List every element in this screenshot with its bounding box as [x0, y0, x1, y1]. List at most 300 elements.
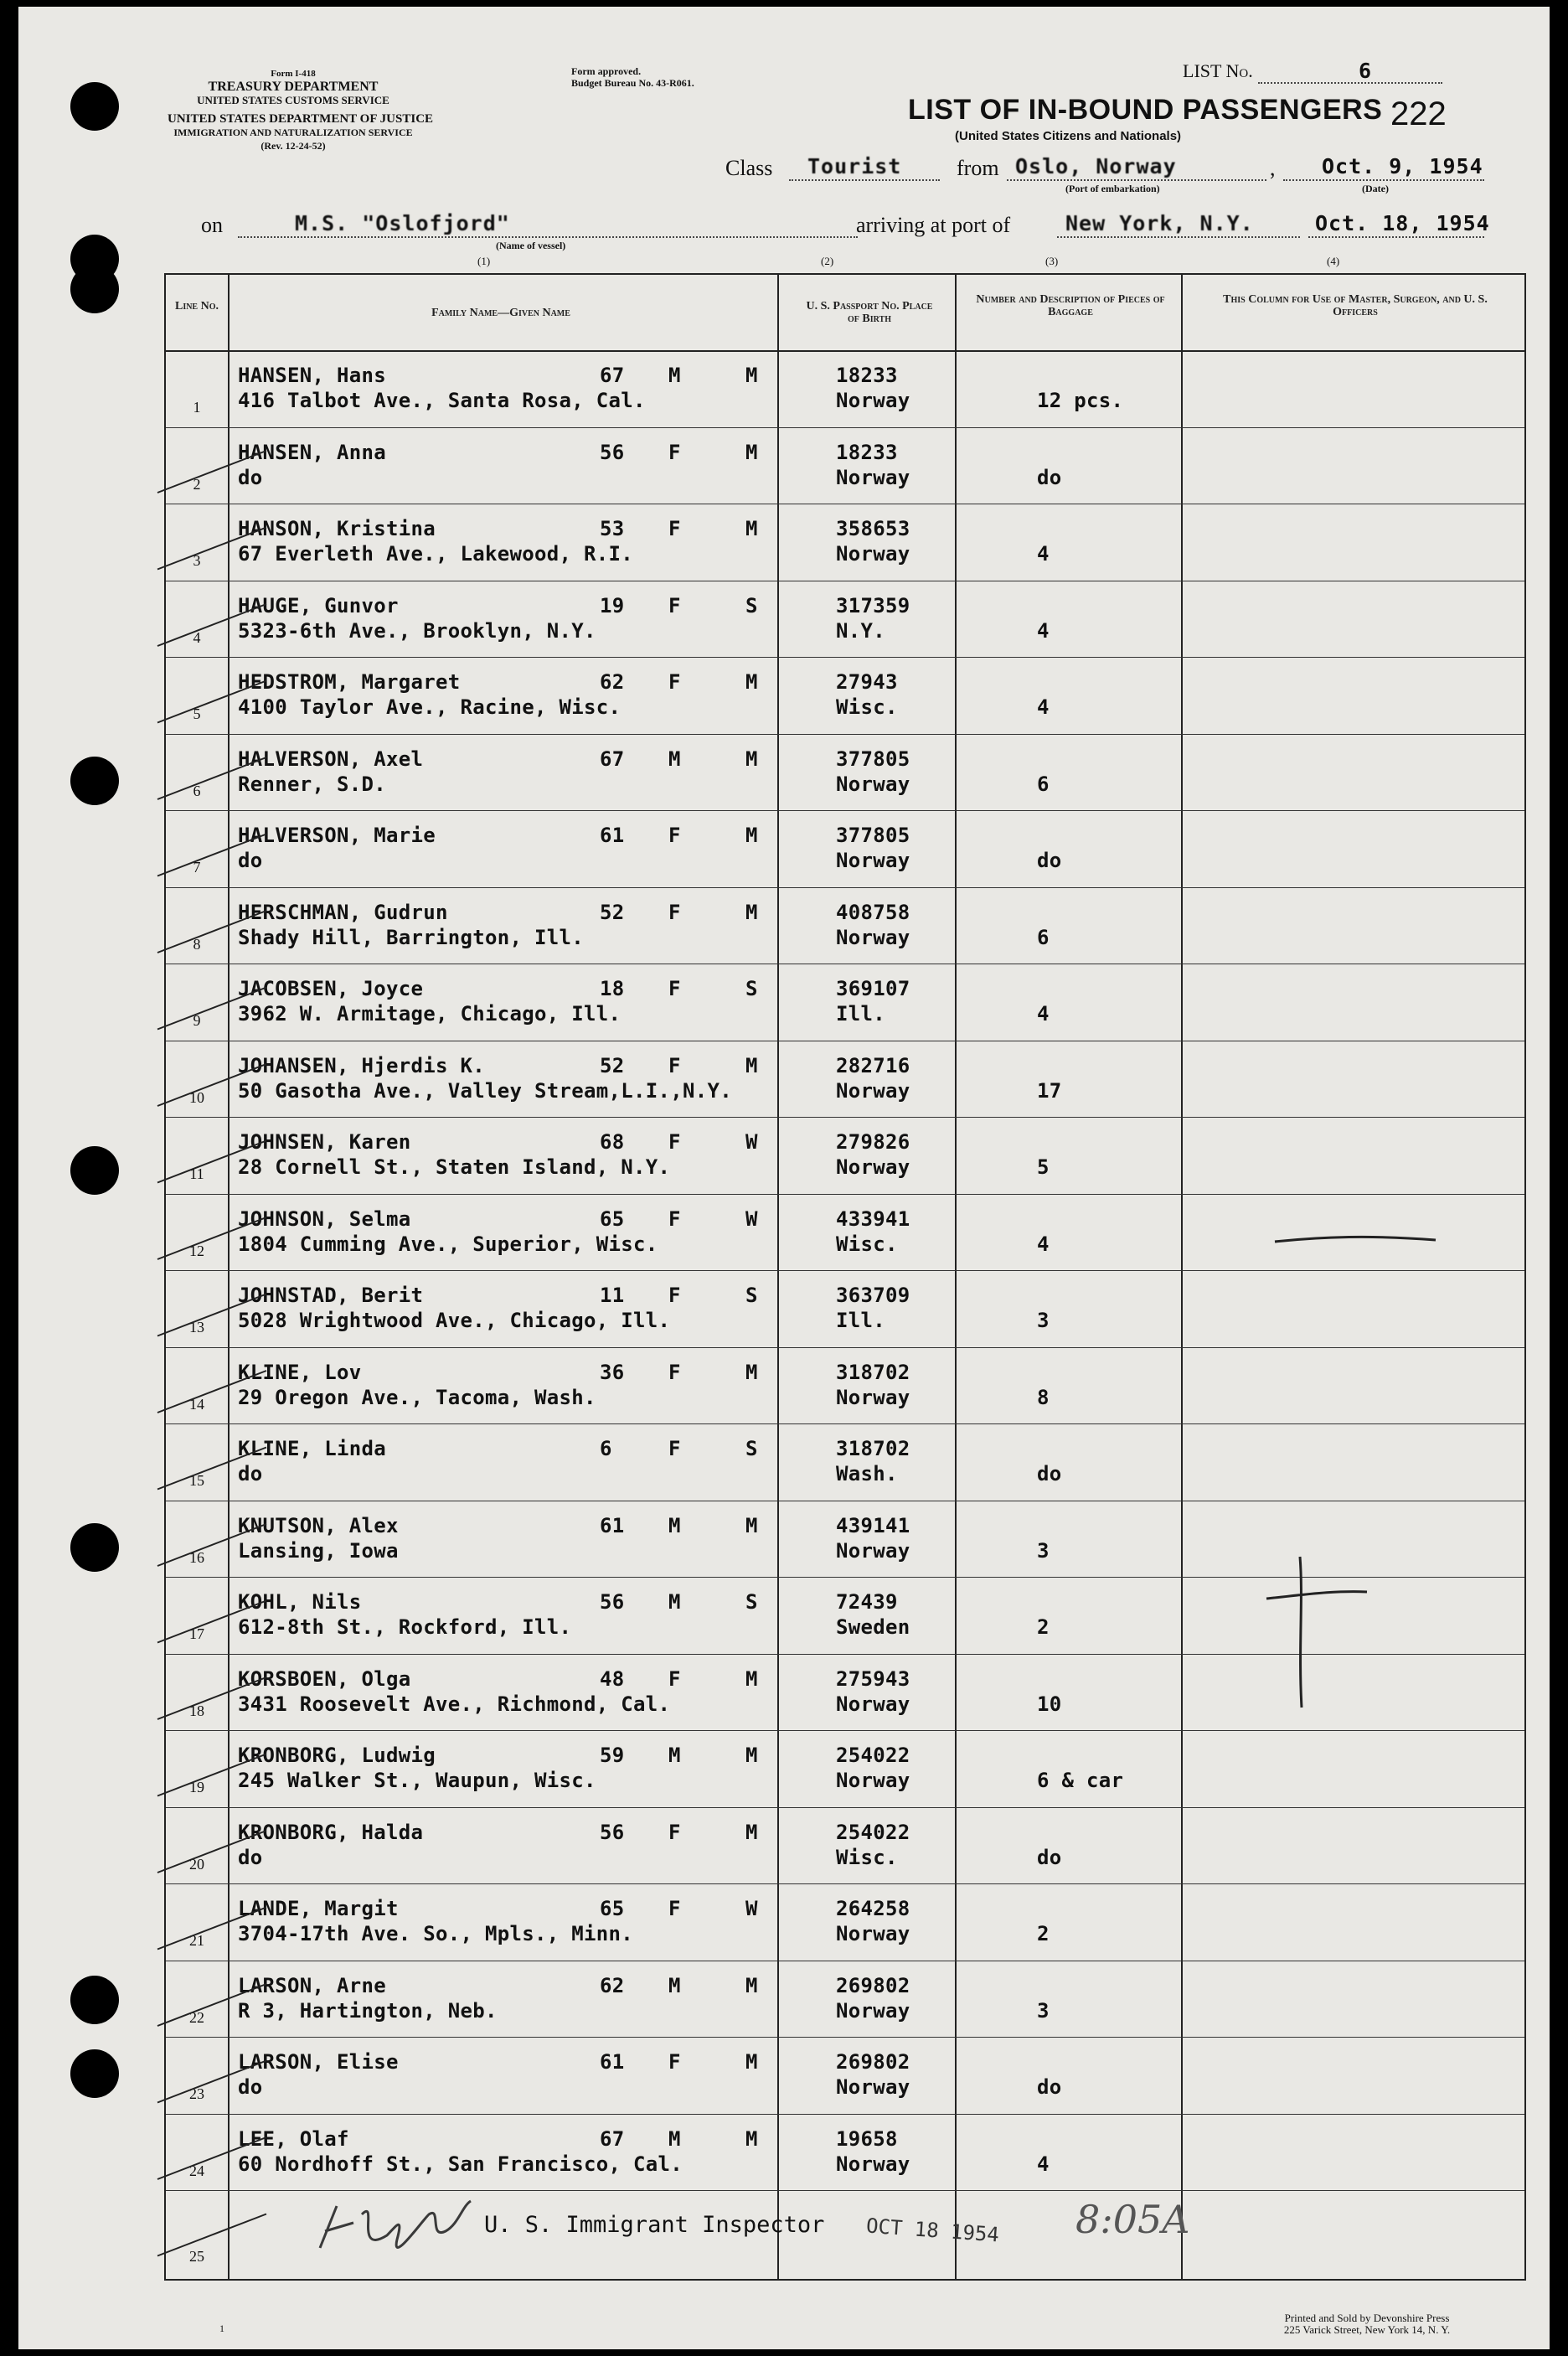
passenger-sex: F [668, 2050, 681, 2074]
us-address: Lansing, Iowa [238, 1538, 399, 1563]
passenger-age: 65 [600, 1897, 625, 1920]
passenger-sex: F [668, 1206, 681, 1231]
us-address: R 3, Hartington, Neb. [238, 1998, 498, 2023]
passenger-age: 48 [600, 1666, 625, 1691]
place-of-birth: Norway [836, 1155, 910, 1179]
passenger-name: HEDSTROM, Margaret [238, 670, 461, 694]
passenger-sex: F [668, 1666, 681, 1691]
place-of-birth: Wisc. [836, 1232, 898, 1256]
passport-number: 269802 [836, 1973, 910, 1997]
us-address: do [238, 465, 263, 489]
col-divider [228, 275, 230, 2279]
us-address: Renner, S.D. [238, 772, 386, 796]
embark-port: Oslo, Norway [1015, 154, 1177, 178]
passport-number: 377805 [836, 824, 910, 847]
col-divider [777, 275, 779, 2279]
marital-status: M [745, 2050, 758, 2074]
marital-status: M [745, 1820, 758, 1844]
passport-number: 27943 [836, 670, 898, 694]
marital-status: M [745, 1513, 758, 1537]
passport-number: 439141 [836, 1513, 910, 1537]
line-number: 1 [193, 399, 201, 416]
us-address: 5028 Wrightwood Ave., Chicago, Ill. [238, 1309, 671, 1332]
passenger-name: KOHL, Nils [238, 1590, 362, 1614]
line-number: 7 [193, 859, 201, 876]
baggage-count: 5 [1037, 1155, 1050, 1179]
us-address: 3431 Roosevelt Ave., Richmond, Cal. [238, 1692, 671, 1716]
class-underline [789, 179, 940, 181]
baggage-count: do [1037, 2075, 1062, 2099]
passenger-name: HERSCHMAN, Gudrun [238, 900, 448, 924]
marital-status: M [745, 747, 758, 771]
treasury-dept: TREASURY DEPARTMENT [208, 80, 379, 94]
arrival-port-underline [1057, 236, 1300, 238]
row-divider [166, 2114, 1524, 2115]
passenger-name: KLINE, Linda [238, 1437, 386, 1460]
depart-date: Oct. 9, 1954 [1322, 154, 1483, 178]
place-of-birth: Norway [836, 1692, 910, 1716]
passenger-sex: F [668, 670, 681, 694]
row-divider [166, 657, 1524, 658]
place-of-birth: Norway [836, 849, 910, 872]
arrival-date-underline [1308, 236, 1484, 238]
baggage-count: 17 [1037, 1078, 1062, 1103]
punch-hole [70, 82, 119, 131]
form-id: Form I-418 [271, 69, 316, 79]
place-of-birth: Norway [836, 2075, 910, 2099]
printer-credit [1199, 2312, 1534, 2336]
passport-number: 408758 [836, 900, 910, 924]
line-number: 9 [193, 1012, 201, 1029]
passenger-age: 52 [600, 900, 625, 924]
passenger-name: KRONBORG, Ludwig [238, 1744, 436, 1767]
vessel-name: M.S. "Oslofjord" [295, 211, 510, 235]
marital-status: S [745, 1284, 758, 1307]
baggage-count: 10 [1037, 1692, 1062, 1716]
passenger-age: 52 [600, 1053, 625, 1077]
passenger-sex: F [668, 824, 681, 847]
passenger-sex: F [668, 1053, 681, 1077]
passport-number: 264258 [836, 1897, 910, 1920]
row-divider [166, 810, 1524, 811]
passenger-age: 68 [600, 1130, 625, 1154]
row-divider [166, 1654, 1524, 1655]
page-number: 222 [1390, 96, 1447, 132]
baggage-count: 6 & car [1037, 1769, 1124, 1792]
line-number: 22 [189, 2008, 204, 2026]
passenger-age: 61 [600, 2050, 625, 2074]
baggage-count: 4 [1037, 2152, 1050, 2176]
col-number-4: (4) [1327, 255, 1340, 267]
line-number: 8 [193, 935, 201, 953]
from-label: from [957, 156, 999, 180]
us-address: 612-8th St., Rockford, Ill. [238, 1615, 572, 1639]
us-address: 4100 Taylor Ave., Racine, Wisc. [238, 695, 622, 719]
marital-status: M [745, 900, 758, 924]
col-number-3: (3) [1045, 255, 1059, 267]
budget-bureau: Budget Bureau No. 43-R061. [571, 77, 694, 89]
inspection-time-note: 8:05A [1075, 2197, 1190, 2242]
justice-dept: UNITED STATES DEPARTMENT OF JUSTICE [168, 112, 434, 126]
line-number: 3 [193, 552, 201, 569]
form-title: LIST OF IN-BOUND PASSENGERS [908, 94, 1383, 126]
place-of-birth: Norway [836, 542, 910, 566]
col-header-name: Family Name—Given Name [431, 307, 570, 319]
row-divider [166, 734, 1524, 735]
passport-number: 18233 [836, 440, 898, 464]
marital-status: M [745, 1666, 758, 1691]
passenger-age: 67 [600, 364, 625, 387]
line-number: 16 [189, 1548, 204, 1566]
ins-service: IMMIGRATION AND NATURALIZATION SERVICE [173, 127, 413, 138]
passenger-age: 6 [600, 1437, 612, 1460]
us-address: Shady Hill, Barrington, Ill. [238, 925, 584, 949]
marital-status: M [745, 824, 758, 847]
place-of-birth: Norway [836, 1922, 910, 1945]
marital-status: S [745, 1590, 758, 1614]
baggage-count: 4 [1037, 618, 1050, 643]
us-address: 28 Cornell St., Staten Island, N.Y. [238, 1155, 671, 1179]
passenger-sex: M [668, 1744, 681, 1767]
us-address: 67 Everleth Ave., Lakewood, R.I. [238, 542, 633, 566]
passport-number: 275943 [836, 1666, 910, 1691]
on-label: on [201, 213, 223, 237]
passenger-sex: F [668, 1130, 681, 1154]
passenger-age: 61 [600, 1513, 625, 1537]
passenger-sex: F [668, 900, 681, 924]
baggage-count: 2 [1037, 1922, 1050, 1945]
passenger-sex: M [668, 1973, 681, 1997]
us-address: 50 Gasotha Ave., Valley Stream,L.I.,N.Y. [238, 1078, 732, 1103]
us-address: do [238, 1462, 263, 1485]
place-of-birth: Norway [836, 925, 910, 949]
arrival-date: Oct. 18, 1954 [1315, 211, 1490, 235]
place-of-birth: N.Y. [836, 618, 885, 643]
passenger-sex: F [668, 593, 681, 617]
baggage-count: 4 [1037, 1002, 1050, 1026]
us-address: 29 Oregon Ave., Tacoma, Wash. [238, 1385, 596, 1409]
col-number-2: (2) [821, 255, 834, 267]
baggage-count: 4 [1037, 1232, 1050, 1256]
punch-hole [70, 1523, 119, 1572]
line-number: 18 [189, 1702, 204, 1719]
line-number: 21 [189, 1932, 204, 1949]
passport-number: 369107 [836, 977, 910, 1000]
passenger-sex: F [668, 1820, 681, 1844]
marital-status: W [745, 1130, 758, 1154]
vessel-underline [238, 236, 858, 238]
comma-sep: , [1270, 156, 1276, 180]
form-agency-block [168, 67, 434, 152]
us-address: 245 Walker St., Waupun, Wisc. [238, 1769, 596, 1792]
line-number: 23 [189, 2085, 204, 2102]
passport-number: 72439 [836, 1590, 898, 1614]
passenger-sex: M [668, 747, 681, 771]
passenger-name: JOHANSEN, Hjerdis K. [238, 1053, 485, 1077]
line-number: 5 [193, 705, 201, 722]
col-divider [955, 275, 957, 2279]
us-address: do [238, 1845, 263, 1869]
passenger-name: JOHNSON, Selma [238, 1206, 411, 1231]
passenger-sex: F [668, 1437, 681, 1460]
passport-number: 19658 [836, 2126, 898, 2151]
marital-status: W [745, 1897, 758, 1920]
col-header-passport: U. S. Passport No. Place of Birth [806, 300, 933, 325]
row-divider [166, 427, 1524, 428]
passenger-sex: F [668, 1897, 681, 1920]
line-number: 15 [189, 1472, 204, 1489]
header-divider [166, 350, 1524, 352]
punch-hole [70, 1976, 119, 2024]
passenger-sex: M [668, 364, 681, 387]
passport-number: 254022 [836, 1820, 910, 1844]
margin-mark: 1 [219, 2322, 224, 2334]
passport-number: 433941 [836, 1206, 910, 1231]
place-of-birth: Norway [836, 1538, 910, 1563]
passenger-age: 56 [600, 440, 625, 464]
arrival-port: New York, N.Y. [1065, 211, 1254, 235]
passenger-sex: M [668, 1590, 681, 1614]
baggage-count: do [1037, 849, 1062, 872]
inspector-title: U. S. Immigrant Inspector [484, 2212, 825, 2238]
depart-date-underline [1283, 179, 1484, 181]
passenger-sex: M [668, 1513, 681, 1537]
passenger-name: KRONBORG, Halda [238, 1820, 424, 1844]
passenger-name: LANDE, Margit [238, 1897, 399, 1920]
passport-number: 254022 [836, 1744, 910, 1767]
baggage-count: 8 [1037, 1385, 1050, 1409]
col-header-officers: This Column for Use of Master, Surgeon, and U. S. Officers [1223, 293, 1488, 318]
form-subtitle: (United States Citizens and Nationals) [955, 129, 1182, 143]
baggage-count: 3 [1037, 1998, 1050, 2023]
line-number: 6 [193, 782, 201, 799]
passenger-name: JOHNSTAD, Berit [238, 1284, 424, 1307]
place-of-birth: Sweden [836, 1615, 910, 1639]
line-number: 4 [193, 628, 201, 646]
passenger-name: HANSEN, Hans [238, 364, 386, 387]
passenger-name: LARSON, Elise [238, 2050, 399, 2074]
date-caption: (Date) [1362, 183, 1389, 194]
passenger-age: 11 [600, 1284, 625, 1307]
baggage-count: do [1037, 1462, 1062, 1485]
row-divider [166, 1807, 1524, 1808]
punch-hole [70, 265, 119, 313]
passenger-age: 62 [600, 670, 625, 694]
place-of-birth: Norway [836, 2152, 910, 2176]
punch-hole [70, 2049, 119, 2098]
line-number: 17 [189, 1625, 204, 1642]
passport-number: 18233 [836, 364, 898, 387]
passenger-age: 56 [600, 1590, 625, 1614]
passenger-sex: F [668, 440, 681, 464]
us-address: do [238, 849, 263, 872]
col-divider [1181, 275, 1183, 2279]
passport-number: 317359 [836, 593, 910, 617]
us-address: 5323-6th Ave., Brooklyn, N.Y. [238, 618, 596, 643]
marital-status: S [745, 977, 758, 1000]
passenger-sex: F [668, 977, 681, 1000]
customs-service: UNITED STATES CUSTOMS SERVICE [197, 94, 389, 106]
place-of-birth: Norway [836, 1385, 910, 1409]
passenger-name: LEE, Olaf [238, 2126, 349, 2151]
marital-status: M [745, 1744, 758, 1767]
vessel-caption: (Name of vessel) [496, 240, 566, 251]
us-address: 60 Nordhoff St., San Francisco, Cal. [238, 2152, 683, 2176]
passport-number: 279826 [836, 1130, 910, 1154]
form-approved: Form approved. [571, 65, 642, 77]
passenger-table [164, 273, 1526, 2281]
marital-status: M [745, 1053, 758, 1077]
printer-line-2: 225 Varick Street, New York 14, N. Y. [1283, 2323, 1451, 2336]
place-of-birth: Norway [836, 1078, 910, 1103]
line-number: 2 [193, 475, 201, 493]
embark-caption: (Port of embarkation) [1065, 183, 1160, 194]
row-divider [166, 2037, 1524, 2038]
place-of-birth: Wisc. [836, 1845, 898, 1869]
row-divider [166, 1270, 1524, 1271]
passport-number: 363709 [836, 1284, 910, 1307]
passenger-name: HAUGE, Gunvor [238, 593, 399, 617]
col-header-line: Line No. [174, 300, 219, 313]
baggage-count: 6 [1037, 772, 1050, 796]
baggage-count: 12 pcs. [1037, 389, 1124, 412]
us-address: 3962 W. Armitage, Chicago, Ill. [238, 1002, 622, 1026]
printer-line-1: Printed and Sold by Devonshire Press [1284, 2312, 1450, 2324]
passenger-age: 67 [600, 747, 625, 771]
marital-status: M [745, 2126, 758, 2151]
col-number-1: (1) [477, 255, 491, 267]
document-page [18, 7, 1550, 2349]
us-address: 1804 Cumming Ave., Superior, Wisc. [238, 1232, 658, 1256]
class-value: Tourist [807, 154, 902, 178]
place-of-birth: Ill. [836, 1002, 885, 1026]
baggage-count: 6 [1037, 925, 1050, 949]
col-header-baggage: Number and Description of Pieces of Baggage [976, 293, 1165, 318]
passport-number: 269802 [836, 2050, 910, 2074]
passenger-age: 61 [600, 824, 625, 847]
line-number: 13 [189, 1319, 204, 1336]
row-divider [166, 1730, 1524, 1731]
us-address: 3704-17th Ave. So., Mpls., Minn. [238, 1922, 633, 1945]
passenger-age: 53 [600, 517, 625, 540]
place-of-birth: Norway [836, 772, 910, 796]
passenger-sex: F [668, 1360, 681, 1384]
baggage-count: 4 [1037, 542, 1050, 566]
place-of-birth: Norway [836, 389, 910, 412]
list-no-value: 6 [1359, 59, 1373, 83]
passenger-age: 56 [600, 1820, 625, 1844]
us-address: do [238, 2075, 263, 2099]
baggage-count: do [1037, 465, 1062, 489]
passenger-age: 65 [600, 1206, 625, 1231]
baggage-count: do [1037, 1845, 1062, 1869]
marital-status: M [745, 440, 758, 464]
passport-number: 318702 [836, 1360, 910, 1384]
us-address: 416 Talbot Ave., Santa Rosa, Cal. [238, 389, 646, 412]
row-divider [166, 1117, 1524, 1118]
row-divider [166, 1423, 1524, 1424]
line-number: 24 [189, 2162, 204, 2179]
row-divider [166, 1194, 1524, 1195]
passenger-name: LARSON, Arne [238, 1973, 386, 1997]
line-number: 10 [189, 1088, 204, 1106]
passenger-name: HANSON, Kristina [238, 517, 436, 540]
passenger-age: 59 [600, 1744, 625, 1767]
row-divider [166, 2190, 1524, 2191]
place-of-birth: Wisc. [836, 695, 898, 719]
passport-number: 282716 [836, 1053, 910, 1077]
arriving-label: arriving at port of [856, 213, 1011, 237]
marital-status: M [745, 1973, 758, 1997]
marital-status: M [745, 1360, 758, 1384]
list-no-underline [1258, 82, 1442, 84]
line-number: 20 [189, 1855, 204, 1873]
line-number: 25 [189, 2248, 204, 2265]
passport-number: 377805 [836, 747, 910, 771]
passenger-name: KORSBOEN, Olga [238, 1666, 411, 1691]
passenger-name: HANSEN, Anna [238, 440, 386, 464]
passenger-sex: F [668, 517, 681, 540]
row-divider [166, 887, 1524, 888]
passenger-name: KLINE, Lov [238, 1360, 362, 1384]
passenger-sex: M [668, 2126, 681, 2151]
passenger-name: KNUTSON, Alex [238, 1513, 399, 1537]
baggage-count: 3 [1037, 1309, 1050, 1332]
passenger-age: 62 [600, 1973, 625, 1997]
list-no-label: LIST No. [1183, 60, 1253, 81]
row-divider [166, 1347, 1524, 1348]
passenger-name: JACOBSEN, Joyce [238, 977, 424, 1000]
passport-number: 318702 [836, 1437, 910, 1460]
line-number: 11 [189, 1165, 204, 1182]
line-number: 14 [189, 1395, 204, 1413]
from-underline [1007, 179, 1266, 181]
passenger-name: HALVERSON, Marie [238, 824, 436, 847]
inspection-stamp-date: OCT 18 1954 [865, 2214, 1000, 2247]
row-divider [166, 1577, 1524, 1578]
punch-hole [70, 757, 119, 805]
marital-status: M [745, 517, 758, 540]
passenger-sex: F [668, 1284, 681, 1307]
passenger-name: JOHNSEN, Karen [238, 1130, 411, 1154]
baggage-count: 3 [1037, 1538, 1050, 1563]
passenger-age: 19 [600, 593, 625, 617]
place-of-birth: Norway [836, 1769, 910, 1792]
row-divider [166, 1883, 1524, 1884]
marital-status: W [745, 1206, 758, 1231]
form-revision: (Rev. 12-24-52) [260, 140, 326, 152]
baggage-count: 2 [1037, 1615, 1050, 1639]
punch-hole [70, 1146, 119, 1195]
marital-status: S [745, 593, 758, 617]
place-of-birth: Ill. [836, 1309, 885, 1332]
line-number: 19 [189, 1779, 204, 1795]
passenger-name: HALVERSON, Axel [238, 747, 424, 771]
passenger-age: 67 [600, 2126, 625, 2151]
class-label: Class [725, 156, 773, 180]
line-number: 12 [189, 1242, 204, 1259]
passport-number: 358653 [836, 517, 910, 540]
marital-status: M [745, 670, 758, 694]
place-of-birth: Wash. [836, 1462, 898, 1485]
passenger-age: 36 [600, 1360, 625, 1384]
baggage-count: 4 [1037, 695, 1050, 719]
place-of-birth: Norway [836, 465, 910, 489]
marital-status: S [745, 1437, 758, 1460]
marital-status: M [745, 364, 758, 387]
place-of-birth: Norway [836, 1998, 910, 2023]
budget-block [571, 65, 694, 89]
